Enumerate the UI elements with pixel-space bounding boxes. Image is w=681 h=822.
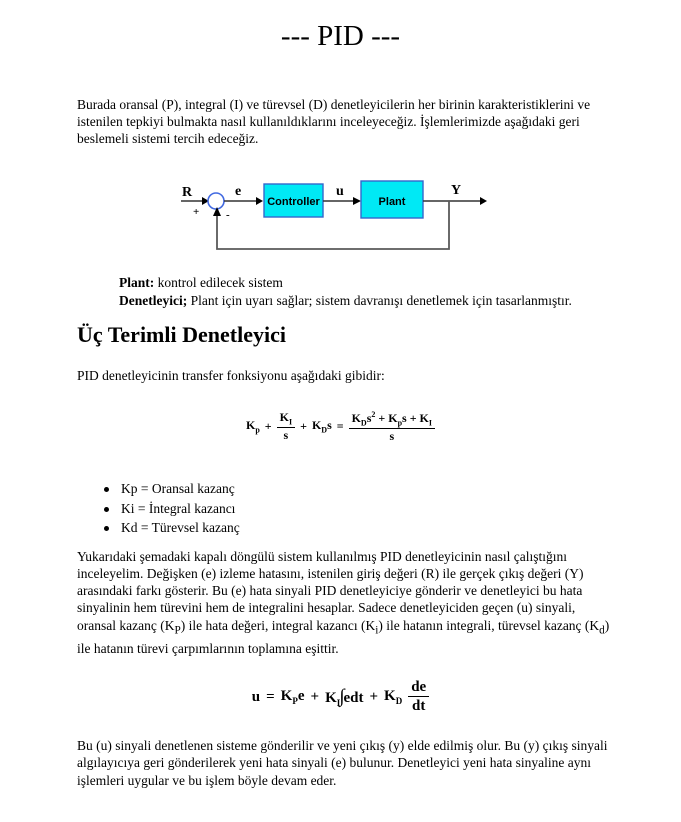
- transfer-function-intro: PID denetleyicinin transfer fonksiyonu aşağıdaki gibidir:: [77, 368, 385, 383]
- plant-term: Plant:: [119, 275, 155, 290]
- plant-block-label: Plant: [378, 196, 406, 208]
- explanation-seg2: ) ile hata değeri, integral kazancı (K: [180, 617, 376, 633]
- tf-rhs-den: s: [389, 428, 395, 443]
- tf-t3-base: K: [311, 418, 322, 433]
- cf-lhs: u: [251, 688, 261, 705]
- cf-op1: +: [310, 688, 320, 705]
- tf-rhs-num: [349, 410, 435, 429]
- tf-rhs-op1: +: [378, 411, 386, 425]
- cf-frac-num: de: [408, 679, 429, 697]
- tf-t3-sub: D: [321, 425, 328, 435]
- explanation-sub-i: i: [375, 624, 379, 637]
- explanation-sub-d: d: [599, 624, 605, 637]
- tf-rhs-t1-base: K: [351, 411, 361, 425]
- explanation-seg1: Yukarıdaki şemadaki kapalı döngülü sistem kullanılmış PID denetleyicinin nasıl çalıştığını inceleyelim. Değişken (e) izleme hatasını, istenilen giriş değeri (R) ile gerçek çıkış değeri (Y) arasındaki farkı gösterir. Bu (e) hata sinyali PID denetleyiciye gönderir ve denetleyici bu hata sinyalinin hem türevini hem de integralini hesaplar. Sadece denetleyiciden geçen (u) sinyali, oransal kazanç (K: [77, 548, 584, 633]
- cf-equals: =: [266, 688, 275, 705]
- cf-term-kd: [384, 688, 402, 706]
- cf-t3-sub: D: [395, 696, 403, 707]
- tf-t3-var: s: [327, 418, 332, 433]
- section-heading: Üç Terimli Denetleyici: [77, 322, 286, 347]
- bullet-icon: [104, 507, 109, 512]
- integral-icon: ∫: [339, 686, 345, 708]
- tf-op2: +: [300, 419, 307, 434]
- cf-term-kpe: [281, 688, 305, 706]
- plant-description: kontrol edilecek sistem: [154, 275, 283, 290]
- cf-op2: +: [369, 688, 379, 705]
- block-diagram-svg: [175, 178, 515, 263]
- tf-rhs-t1-var: s: [366, 411, 372, 425]
- page-title: --- PID ---: [280, 20, 401, 52]
- tf-rhs-t3-sub: I: [428, 418, 432, 428]
- signal-label-r: R: [182, 185, 193, 200]
- minus-sign: -: [226, 209, 230, 221]
- cf-term-ki-integral: [325, 686, 363, 708]
- output-arrow-icon: [480, 197, 487, 205]
- control-arrow-icon: [353, 197, 361, 205]
- control-signal-formula: [0, 679, 681, 716]
- summing-junction: [208, 193, 224, 209]
- cf-t2-var: edt: [343, 690, 364, 707]
- explanation-paragraph: [77, 548, 611, 657]
- tf-t2-sub: I: [288, 417, 293, 427]
- list-item-ki: [104, 499, 681, 519]
- tf-rhs-t2-var: s: [402, 411, 407, 425]
- bullet-icon: [104, 526, 109, 531]
- tf-frac-num: [277, 411, 295, 428]
- tf-equals: =: [336, 419, 344, 434]
- gain-definitions-list: [0, 479, 681, 538]
- tf-t1-sub: p: [255, 425, 260, 435]
- cf-t1-sub: P: [292, 696, 298, 707]
- cf-t2-sub: I: [336, 698, 341, 709]
- list-item-kp-label: Kp = Oransal kazanç: [121, 481, 235, 497]
- tf-rhs-t2-base: K: [388, 411, 398, 425]
- tf-rhs-t3-base: K: [419, 411, 429, 425]
- list-item-kd-label: Kd = Türevsel kazanç: [121, 520, 240, 536]
- signal-label-u: u: [336, 184, 344, 199]
- tf-rhs-t1-exp: 2: [371, 410, 376, 419]
- tf-term-kds: [312, 418, 332, 434]
- list-item-kp: [104, 479, 681, 499]
- explanation-seg3: ) ile hatanın integrali, türevsel kazanç (K: [378, 617, 600, 633]
- tf-op1: +: [264, 419, 272, 434]
- intro-paragraph: Burada oransal (P), integral (I) ve türevsel (D) denetleyicilerin her birinin karakteristiklerini ve istenilen tepkiyi bulmakta nasıl kullanıldıklarını inceleyeceğiz. İşlemlerimizde aşağıdaki geri beslemeli sistemi tercih edeceğiz.: [77, 97, 591, 146]
- transfer-function-formula: [0, 410, 681, 443]
- cf-derivative-fraction: [408, 679, 429, 716]
- cf-t1-base: K: [280, 688, 293, 705]
- tf-rhs-fraction: [349, 410, 435, 443]
- tf-t2-base: K: [279, 410, 289, 424]
- tf-ki-over-s: [277, 411, 295, 442]
- tf-rhs-t1-sub: D: [360, 418, 367, 428]
- controller-term: Denetleyici;: [119, 292, 188, 308]
- explanation-seg4: ) ile hatanın türevi çarpımlarının toplamına eşittir.: [77, 617, 610, 656]
- plus-sign: +: [193, 206, 200, 218]
- definitions-block: [119, 274, 681, 309]
- plant-definition: [119, 274, 681, 292]
- error-arrow-icon: [256, 197, 263, 205]
- tf-frac-den: s: [283, 427, 289, 442]
- closing-paragraph: Bu (u) sinyali denetlenen sisteme gönderilir ve yeni çıkış (y) elde edilmiş olur. Bu (y) çıkış sinyali algılayıcıya geri gönderilerek yeni hata sinyali (e) bulunur. Denetleyici yeni hata sinyaline aynı işlemleri uygular ve bu işlem böyle devam eder.: [77, 738, 608, 788]
- list-item-ki-label: Ki = İntegral kazancı: [121, 500, 236, 516]
- explanation-sub-p: P: [174, 624, 181, 637]
- signal-label-e: e: [235, 184, 242, 199]
- tf-term-kp: [246, 418, 260, 434]
- tf-rhs-t2-sub: p: [397, 418, 403, 428]
- cf-frac-den: dt: [412, 698, 426, 715]
- tf-rhs-op2: +: [409, 411, 417, 425]
- list-item-kd: [104, 518, 681, 538]
- cf-t1-var: e: [297, 688, 305, 705]
- feedback-block-diagram: [175, 178, 515, 263]
- tf-t1-base: K: [245, 418, 256, 433]
- cf-t3-base: K: [384, 688, 396, 705]
- controller-description: Plant için uyarı sağlar; sistem davranışı denetlemek için tasarlanmıştır.: [187, 292, 572, 308]
- controller-definition: [119, 292, 681, 310]
- cf-t2-base: K: [325, 690, 337, 707]
- controller-block-label: Controller: [267, 196, 320, 208]
- bullet-icon: [104, 487, 109, 492]
- signal-label-y: Y: [451, 183, 462, 198]
